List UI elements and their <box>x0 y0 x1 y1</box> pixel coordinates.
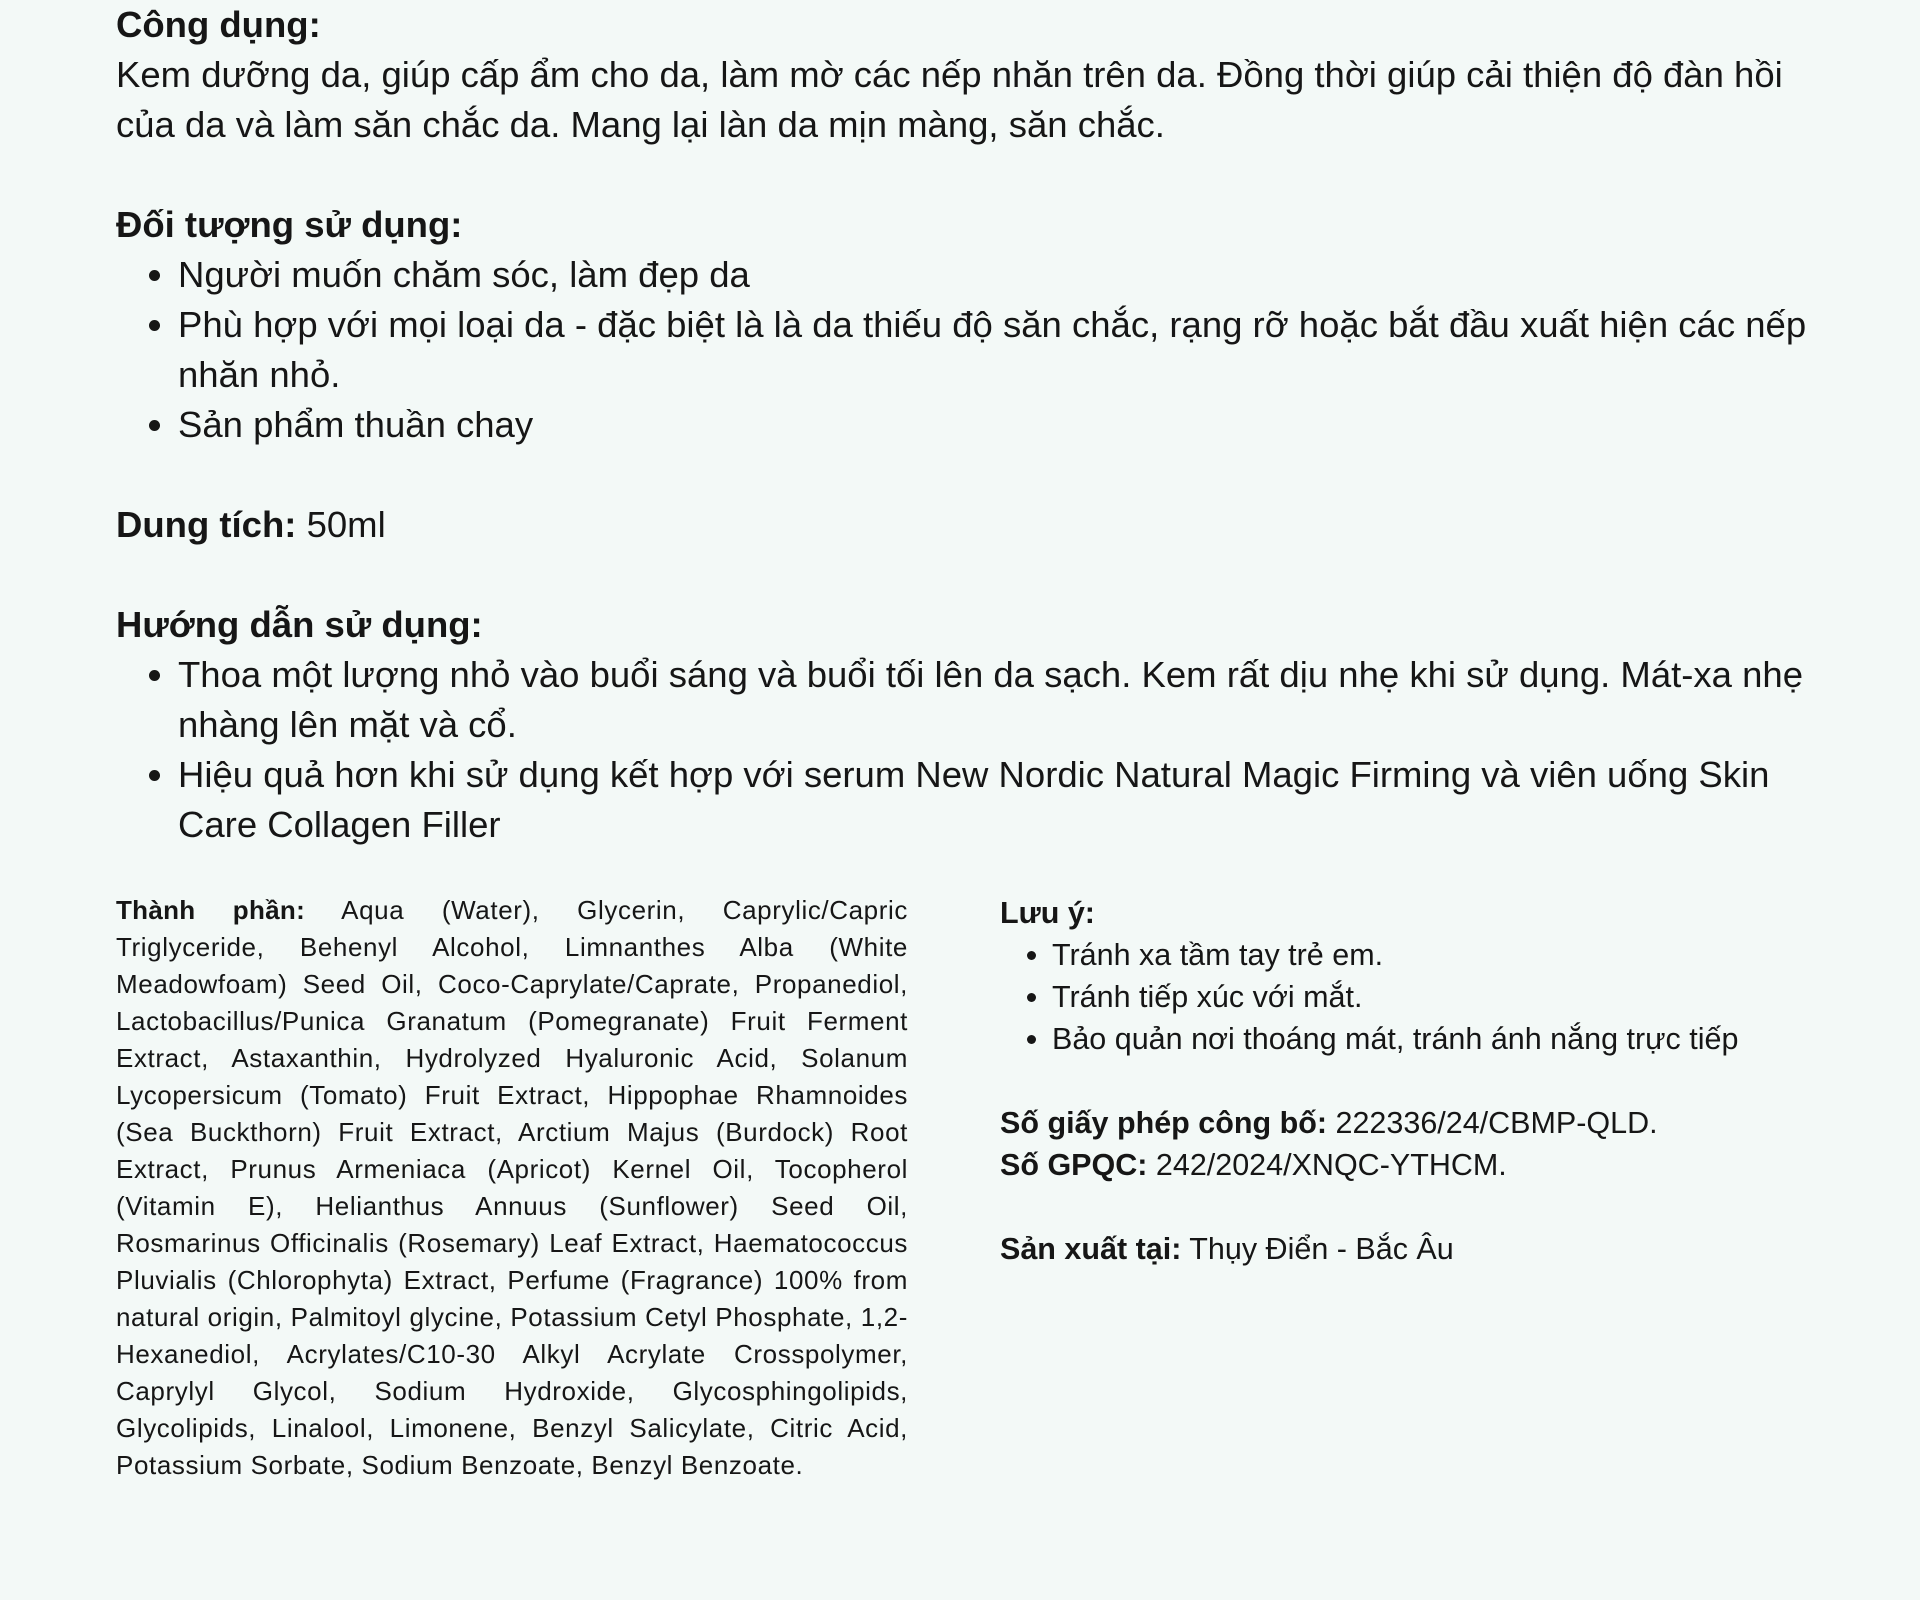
uses-heading: Công dụng: <box>116 4 321 45</box>
ad-permit-line <box>1000 1144 1820 1186</box>
ad-permit-value: 242/2024/XNQC-YTHCM. <box>1147 1148 1507 1182</box>
instructions-list <box>116 650 1816 850</box>
list-item: • Phù hợp với mọi loại da - đặc biệt là là da thiếu độ săn chắc, rạng rỡ hoặc bắt đầu xuất hiện các nếp nhăn nhỏ. <box>178 300 1816 400</box>
origin-line <box>1000 1228 1820 1270</box>
uses-text: Kem dưỡng da, giúp cấp ẩm cho da, làm mờ các nếp nhăn trên da. Đồng thời giúp cải thiện độ đàn hồi của da và làm săn chắc da. Mang lại làn da mịn màng, săn chắc. <box>116 54 1783 145</box>
spacer <box>1000 1060 1820 1102</box>
product-description <box>116 0 1816 900</box>
list-item: • Bảo quản nơi thoáng mát, tránh ánh nắng trực tiếp <box>1052 1018 1820 1060</box>
volume-value: 50ml <box>296 504 386 545</box>
ingredients-text: Aqua (Water), Glycerin, Caprylic/Capric Triglyceride, Behenyl Alcohol, Limnanthes Alba (White Meadowfoam) Seed Oil, Coco-Caprylate/Caprate, Propanediol, Lactobacillus/Punica Granatum (Pomegranate) Fruit Ferment Extract, Astaxanthin, Hydrolyzed Hyaluronic Acid, Solanum Lycopersicum (Tomato) Fruit Extract, Hippophae Rhamnoides (Sea Buckthorn) Fruit Extract, Arctium Majus (Burdock) Root Extract, Prunus Armeniaca (Apricot) Kernel Oil, Tocopherol (Vitamin E), Helianthus Annuus (Sunflower) Seed Oil, Rosmarinus Officinalis (Rosemary) Leaf Extract, Haematococcus Pluvialis (Chlorophyta) Extract, Perfume (Fragrance) 100% from natural origin, Palmitoyl glycine, Potassium Cetyl Phosphate, 1,2-Hexanediol, Acrylates/C10-30 Alkyl Acrylate Crosspolymer, Caprylyl Glycol, Sodium Hydroxide, Glycosphingolipids, Glycolipids, Linalool, Limonene, Benzyl Salicylate, Citric Acid, Potassium Sorbate, Sodium Benzoate, Benzyl Benzoate. <box>116 895 908 1480</box>
volume-label: Dung tích: <box>116 504 297 545</box>
list-item: • Tránh xa tầm tay trẻ em. <box>1052 934 1820 976</box>
license-value: 222336/24/CBMP-QLD. <box>1327 1106 1658 1140</box>
spacer <box>1000 1186 1820 1228</box>
origin-label: Sản xuất tại: <box>1000 1232 1182 1266</box>
list-item: • Thoa một lượng nhỏ vào buổi sáng và buổi tối lên da sạch. Kem rất dịu nhẹ khi sử dụng. Mát-xa nhẹ nhàng lên mặt và cổ. <box>178 650 1816 750</box>
ingredients-label: Thành phần: <box>116 895 306 925</box>
license-label: Số giấy phép công bố: <box>1000 1106 1328 1140</box>
audience-list <box>116 250 1816 450</box>
volume-section <box>116 500 1816 550</box>
audience-section <box>116 200 1816 450</box>
volume-line <box>116 500 1816 550</box>
list-item: • Người muốn chăm sóc, làm đẹp da <box>178 250 1816 300</box>
notes-heading: Lưu ý: <box>1000 896 1095 930</box>
audience-heading: Đối tượng sử dụng: <box>116 204 463 245</box>
origin-value: Thụy Điển - Bắc Âu <box>1181 1232 1454 1266</box>
instructions-heading: Hướng dẫn sử dụng: <box>116 604 483 645</box>
uses-section <box>116 0 1816 150</box>
notes-list <box>1000 934 1820 1060</box>
license-line <box>1000 1102 1820 1144</box>
ad-permit-label: Số GPQC: <box>1000 1148 1148 1182</box>
list-item: • Tránh tiếp xúc với mắt. <box>1052 976 1820 1018</box>
ingredients-block <box>116 892 908 1484</box>
list-item: • Hiệu quả hơn khi sử dụng kết hợp với serum New Nordic Natural Magic Firming và viên uống Skin Care Collagen Filler <box>178 750 1816 850</box>
list-item: • Sản phẩm thuần chay <box>178 400 1816 450</box>
notes-block <box>1000 892 1820 1270</box>
instructions-section <box>116 600 1816 850</box>
